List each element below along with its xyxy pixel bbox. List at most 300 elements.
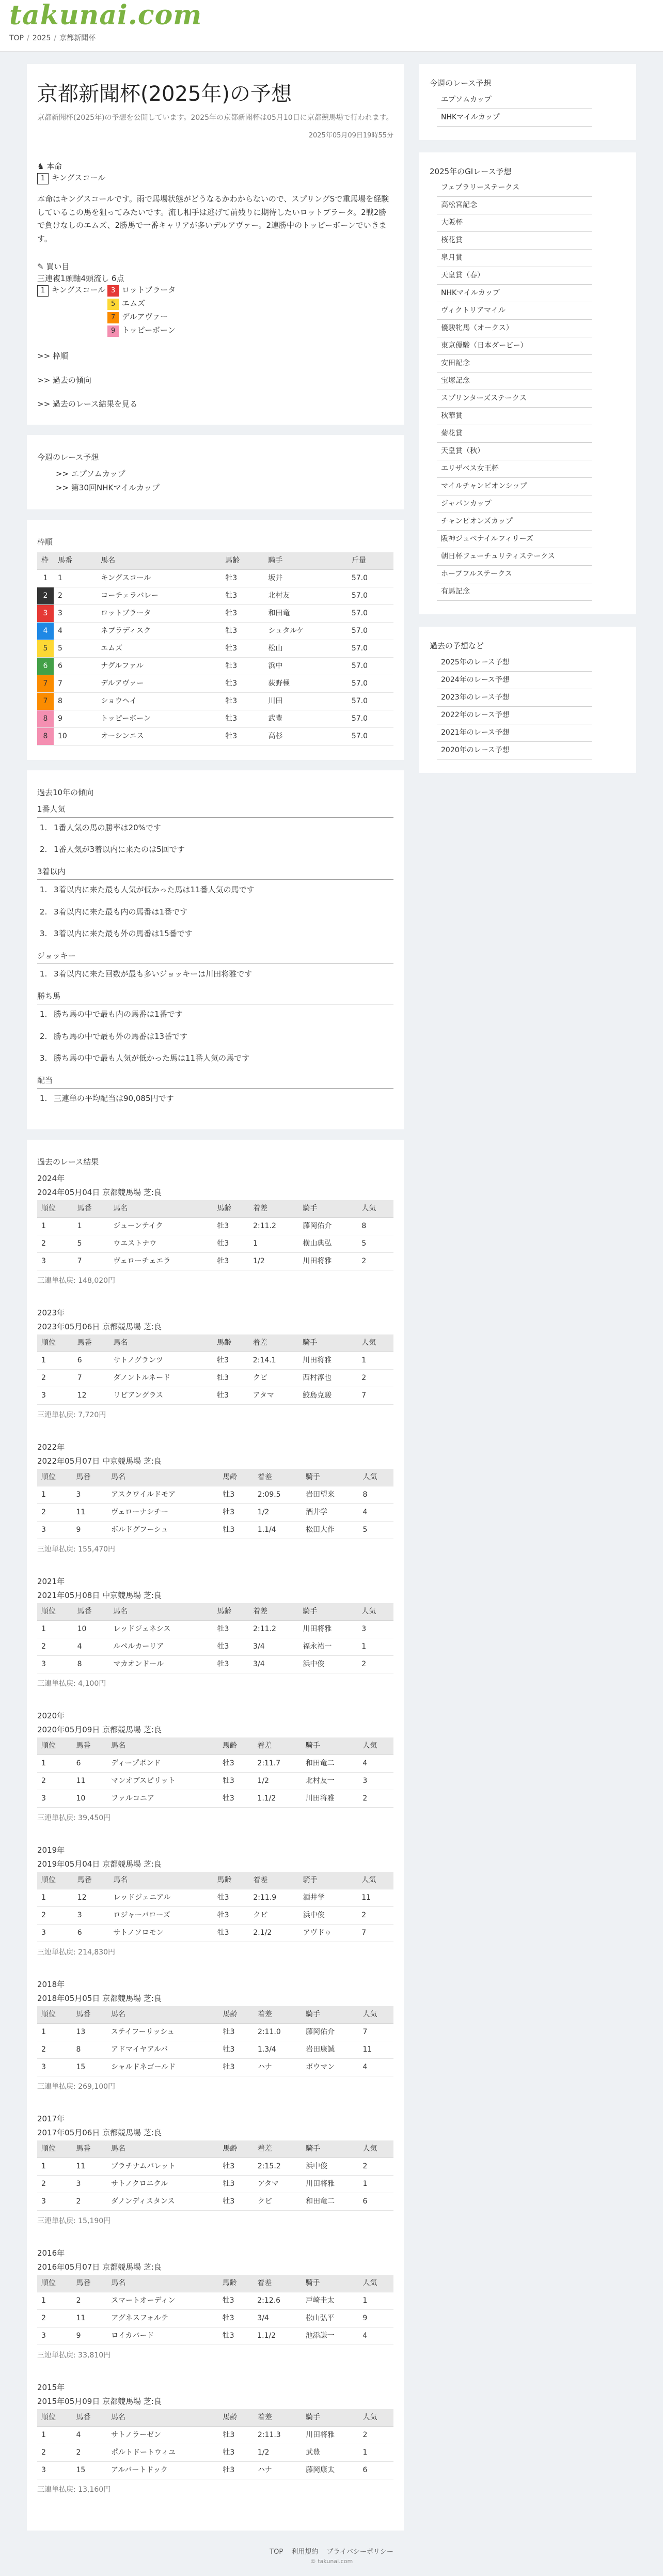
result-cell: 2 [37,1638,73,1656]
sidebar-link[interactable]: チャンピオンズカップ [437,513,592,531]
table-row [37,727,393,745]
result-cell: 1.1/2 [253,2327,301,2345]
link-waku[interactable]: >> 枠順 [37,351,68,361]
result-cell: 1/2 [254,1504,302,1522]
result-cell: アルバートドック [107,2462,218,2479]
site-logo[interactable]: takunai.com [9,0,202,31]
table-row [37,2292,393,2310]
result-header: 順位 [37,1334,73,1352]
result-cell: 3 [37,2059,72,2076]
result-cell: 3 [37,2462,72,2479]
result-year-block [37,1441,393,1555]
result-header: 順位 [37,2006,72,2024]
result-cell: 北村友一 [302,1773,359,1790]
result-header: 馬番 [72,1737,107,1755]
result-cell: 牡3 [218,2193,253,2211]
sidebar-link[interactable]: ヴィクトリアマイル [437,302,592,320]
result-header: 人気 [358,2006,393,2024]
result-table [37,1334,393,1405]
sidebar-link[interactable]: フェブラリーステークス [437,179,592,197]
waku-cell-age: 牡3 [221,727,264,745]
result-cell: 12 [73,1889,109,1907]
result-header: 着差 [254,2409,302,2427]
result-cell: 牡3 [218,2158,253,2176]
result-cell: ハナ [254,2462,302,2479]
table-row [37,2041,393,2059]
result-cell: 牡3 [218,1522,253,1539]
table-row [37,1907,393,1925]
sidebar-link[interactable]: 皐月賞 [437,250,592,267]
prediction-reason: 本命はキングスコールです。雨で馬場状態がどうなるかわからないので、スプリングSで重馬場を経験しているこの馬を狙ってみたいです。流し相手は逃げて前残りに期待したいロットブラータ。2戦2勝で負けなしのエムズ、2勝馬で一番キャリアが多いデルアヴァー。2連勝中のトッピーボーンでいきます。 [37,194,389,243]
result-cell: ボウマン [302,2059,358,2076]
table-row [37,2462,393,2479]
result-cell: 3 [37,2193,72,2211]
result-header: 馬番 [72,2140,106,2158]
waku-cell-name: デルアヴァー [97,675,221,692]
result-header: 馬名 [107,2409,218,2427]
result-header: 順位 [37,1872,73,1889]
result-cell: 牡3 [219,2041,254,2059]
result-year: 2022年 [37,1442,65,1452]
today-card [27,435,404,510]
result-cell: 牡3 [218,1773,254,1790]
result-cell: 2:11.2 [249,1218,298,1235]
result-cell: 牡3 [213,1907,249,1925]
waku-cell-age: 牡3 [221,710,264,727]
sidebar-link[interactable]: 2025年のレース予想 [437,654,592,672]
waku-cell-jockey: 荻野極 [264,675,347,692]
result-cell: 2:11.9 [249,1889,298,1907]
trend-item: 1. 三連単の平均配当は90,085円です [50,1093,393,1105]
result-cell: 2 [357,1907,393,1925]
axis-name: キングスコール [52,285,106,294]
result-cell: 11 [358,2041,393,2059]
result-cell: 6 [359,2193,394,2211]
result-header: 馬名 [107,1469,218,1486]
today-list [37,467,393,495]
result-year: 2015年 [37,2383,65,2392]
result-cell: 3 [37,1790,72,1808]
result-payout: 三連単払戻: 7,720円 [37,1411,106,1419]
result-cell: 松田大作 [302,1522,358,1539]
table-row [37,569,393,587]
result-cell: 5 [357,1235,393,1253]
result-cell: アタマ [249,1387,298,1405]
result-year: 2018年 [37,1980,65,1989]
result-header: 人気 [357,1603,393,1621]
result-cell: 2 [37,2041,72,2059]
sidebar-link[interactable]: 朝日杯フューチュリティステークス [437,548,592,566]
bet-partner [107,298,176,310]
trend-item: 2. 1番人気が3着以内に来たのは5回です [50,844,393,856]
result-header: 馬名 [109,1334,213,1352]
result-cell: 1 [37,1352,73,1370]
waku-cell-num: 9 [54,710,97,727]
result-payout: 三連単払戻: 39,450円 [37,1814,111,1822]
partner-number: 5 [107,299,119,310]
sidebar-link[interactable]: エリザベス女王杯 [437,460,592,478]
result-header: 人気 [359,2140,394,2158]
result-cell: 4 [358,2327,393,2345]
footer-link-terms[interactable]: 利用規約 [291,2548,319,2556]
result-race-info: 2021年05月08日 中京競馬場 芝:良 [37,1590,162,1600]
result-table [37,1200,393,1270]
waku-cell-name: ナグルファル [97,657,221,675]
result-cell: 横山典弘 [298,1235,357,1253]
result-cell: 戸崎圭太 [302,2292,359,2310]
result-payout: 三連単払戻: 13,160円 [37,2486,111,2494]
result-header: 人気 [358,2275,393,2292]
table-row [37,1755,393,1773]
waku-cell-waku: 3 [37,604,54,622]
result-header: 馬齢 [218,1469,253,1486]
result-header: 着差 [253,2275,301,2292]
result-header: 着差 [254,2140,302,2158]
result-cell: 2 [37,1370,73,1387]
waku-cell-waku: 7 [37,675,54,692]
sidebar-link[interactable]: ホープフルステークス [437,566,592,583]
waku-cell-num: 1 [54,569,97,587]
trend-list [50,968,393,980]
trend-list [50,884,393,940]
result-cell: 牡3 [218,2292,254,2310]
result-cell: 牡3 [213,1621,249,1638]
site-header [0,0,663,52]
waku-cell-jockey: 高杉 [264,727,347,745]
today-item-nhk[interactable]: >> 第30回NHKマイルカップ [56,483,160,492]
bet-partners [107,284,176,338]
sidebar-link[interactable]: 安田記念 [437,355,592,373]
result-header: 騎手 [298,1200,357,1218]
partner-name: デルアヴァー [122,312,168,321]
today-title: 今週のレース予想 [37,452,99,462]
footer-links [0,2547,663,2557]
waku-cell-age: 牡3 [221,622,264,640]
trend-item: 1. 3着以内に来た回数が最も多いジョッキーは川田将雅です [50,968,393,980]
trend-item: 3. 3着以内に来た最も外の馬番は15番です [50,928,393,940]
result-cell: 2 [357,1253,393,1270]
result-header: 順位 [37,2409,72,2427]
breadcrumb-year[interactable]: 2025 [32,34,51,42]
result-header: 馬齢 [213,1200,249,1218]
sidebar-link[interactable]: マイルチャンピオンシップ [437,478,592,495]
partner-name: エムズ [122,299,146,308]
waku-header: 枠 [37,552,54,570]
result-table [37,1603,393,1673]
waku-cell-weight: 57.0 [348,640,393,657]
result-header: 人気 [359,2409,394,2427]
result-table [37,1872,393,1942]
sidebar-link[interactable]: 2021年のレース予想 [437,724,592,742]
waku-cell-weight: 57.0 [348,622,393,640]
table-row [37,1352,393,1370]
result-cell: 6 [72,1755,107,1773]
result-cell: 牡3 [218,2310,254,2327]
table-row [37,1638,393,1656]
result-year-block [37,1710,393,1824]
trend-heading: 3着以内 [37,866,393,880]
result-cell: 2 [37,1907,73,1925]
result-cell: 松山弘平 [302,2310,359,2327]
result-cell: 和田竜二 [302,2193,358,2211]
result-cell: ファルコニア [107,1790,218,1808]
sidebar-link[interactable]: 高松宮記念 [437,197,592,214]
result-payout: 三連単払戻: 4,100円 [37,1680,106,1688]
sidebar-link[interactable]: 天皇賞（春） [437,267,592,285]
bet-partner [107,311,176,323]
waku-cell-waku: 7 [37,692,54,710]
result-cell: 5 [358,1522,393,1539]
sidebar-g1-title: 2025年のGIレース予想 [430,166,512,176]
sidebar-g1 [419,152,636,615]
result-cell: 藤岡康太 [302,2462,358,2479]
result-cell: 2 [37,1773,72,1790]
table-row [37,675,393,692]
result-cell: 15 [72,2462,106,2479]
results-title: 過去のレース結果 [37,1157,99,1167]
result-race-info: 2022年05月07日 中京競馬場 芝:良 [37,1456,162,1466]
result-header: 騎手 [298,1334,357,1352]
page-lead: 京都新聞杯(2025年)の予想を公開しています。2025年の京都新聞杯は05月10日に京都競馬場で行われます。 [37,114,393,122]
table-row [37,1218,393,1235]
result-race-info: 2019年05月04日 京都競馬場 芝:良 [37,1859,162,1869]
result-cell: 藤岡佑介 [298,1218,357,1235]
waku-cell-num: 5 [54,640,97,657]
result-cell: ダノントルネード [109,1370,213,1387]
trend-item: 2. 3着以内に来た最も内の馬番は1番です [50,906,393,918]
result-cell: リビアングラス [109,1387,213,1405]
waku-cell-jockey: 松山 [264,640,347,657]
result-header: 騎手 [302,2140,358,2158]
result-race-info: 2016年05月07日 京都競馬場 芝:良 [37,2262,162,2272]
result-race-info: 2024年05月04日 京都競馬場 芝:良 [37,1187,162,1197]
result-cell: 11 [72,2158,106,2176]
sidebar-link[interactable]: 菊花賞 [437,425,592,443]
result-header: 着差 [249,1200,298,1218]
result-cell: 武豊 [302,2444,358,2462]
result-cell: 3/4 [249,1656,298,1673]
result-header: 着差 [254,2006,302,2024]
table-row [37,640,393,657]
table-row [37,622,393,640]
result-header: 馬番 [72,2275,107,2292]
result-cell: 8 [73,1656,109,1673]
table-row [37,2444,393,2462]
result-payout: 三連単払戻: 15,190円 [37,2217,111,2225]
breadcrumb: TOP / 2025 / 京都新聞杯 [9,34,96,42]
result-cell: 1 [37,1889,73,1907]
table-row [37,692,393,710]
result-header: 騎手 [302,1469,358,1486]
result-payout: 三連単払戻: 214,830円 [37,1948,116,1957]
sidebar-link[interactable]: 2022年のレース予想 [437,707,592,724]
sidebar-link[interactable]: NHKマイルカップ [437,109,592,127]
waku-cell-name: ネブラディスク [97,622,221,640]
sidebar-link[interactable]: 東京優駿（日本ダービー） [437,337,592,355]
result-year-block [37,2382,393,2495]
result-cell: 岩田望来 [302,1486,358,1504]
sidebar-link[interactable]: スプリンターズステークス [437,390,592,408]
honmei-name: キングスコール [52,173,106,182]
result-cell: 牡3 [218,2462,253,2479]
ticket-icon: ✎ [37,262,44,271]
waku-cell-age: 牡3 [221,569,264,587]
footer-link-top[interactable]: TOP [270,2548,283,2556]
table-row [37,2059,393,2076]
result-cell: 3 [37,1925,73,1942]
result-cell: 牡3 [218,2327,254,2345]
sidebar-link[interactable]: NHKマイルカップ [437,285,592,302]
result-cell: 3 [37,1253,73,1270]
sidebar-link[interactable]: 桜花賞 [437,232,592,250]
result-cell: マカオンドール [109,1656,213,1673]
sidebar-this-week-title: 今週のレース予想 [430,79,492,88]
link-trend[interactable]: >> 過去の傾向 [37,375,91,385]
result-cell: 3/4 [249,1638,298,1656]
result-cell: 鮫島克駿 [298,1387,357,1405]
link-results[interactable]: >> 過去のレース結果を見る [37,399,138,409]
waku-cell-age: 牡3 [221,640,264,657]
result-header: 馬番 [73,1334,109,1352]
result-cell: ポルトドートウィユ [107,2444,218,2462]
result-cell: 2:09.5 [254,1486,302,1504]
result-cell: 3 [37,2327,72,2345]
footer-link-privacy[interactable]: プライバシーポリシー [326,2548,393,2556]
buy-label: 買い目 [46,262,70,271]
result-cell: 1 [37,1486,72,1504]
result-cell: ロイカバード [107,2327,218,2345]
result-header: 馬齢 [218,2140,253,2158]
result-cell: 9 [358,2310,393,2327]
result-race-info: 2015年05月09日 京都競馬場 芝:良 [37,2396,162,2406]
result-cell: 1 [37,2158,72,2176]
sidebar-link[interactable]: ジャパンカップ [437,495,592,513]
result-cell: 1/2 [249,1253,298,1270]
result-header: 馬番 [72,1469,106,1486]
result-cell: 1.1/4 [254,1522,302,1539]
result-cell: 1 [37,2024,72,2041]
result-cell: 牡3 [213,1656,249,1673]
result-header: 馬番 [73,1872,109,1889]
sidebar-this-week [419,64,636,140]
result-cell: 牡3 [218,2444,253,2462]
buy-heading [37,261,393,273]
waku-cell-num: 8 [54,692,97,710]
waku-cell-name: ロットブラータ [97,604,221,622]
sidebar-link[interactable]: 宝塚記念 [437,373,592,390]
waku-cell-jockey: 川田 [264,692,347,710]
result-cell: 牡3 [213,1218,249,1235]
updated-time: 2025年05月09日19時55分 [308,132,393,139]
waku-cell-age: 牡3 [221,692,264,710]
result-cell: レッドジェニアル [109,1889,213,1907]
result-cell: 3/4 [253,2310,301,2327]
waku-cell-weight: 57.0 [348,710,393,727]
result-header: 着差 [249,1603,298,1621]
trend-list [50,822,393,856]
result-header: 騎手 [302,2006,358,2024]
result-cell: 2 [72,2292,107,2310]
result-cell: ステイフーリッシュ [107,2024,219,2041]
waku-cell-name: ショウヘイ [97,692,221,710]
result-cell: サトノグランツ [109,1352,213,1370]
sidebar-link[interactable]: 大阪杯 [437,214,592,232]
result-header: 馬齢 [213,1334,249,1352]
waku-cell-num: 3 [54,604,97,622]
sidebar-link[interactable]: エプソムカップ [437,91,592,109]
result-header: 人気 [357,1872,393,1889]
result-cell: 1 [37,2292,72,2310]
result-header: 人気 [357,1200,393,1218]
sidebar-link[interactable]: 有馬記念 [437,583,592,601]
result-cell: シャルドネゴールド [107,2059,219,2076]
result-cell: ロジャーバローズ [109,1907,213,1925]
result-cell: 15 [72,2059,106,2076]
sidebar-link[interactable]: 2023年のレース予想 [437,689,592,707]
honmei-horse [37,172,393,184]
sidebar-g1-list [430,179,626,601]
waku-title: 枠順 [37,537,53,547]
result-cell: ジューンテイク [109,1218,213,1235]
buy-type: 三連複1頭軸4頭流し 6点 [37,273,124,283]
result-cell: 2 [37,2310,72,2327]
result-cell: 2 [37,1235,73,1253]
main-column [27,64,404,2541]
table-row [37,1656,393,1673]
result-header: 馬齢 [218,2275,254,2292]
result-year-block [37,1307,393,1421]
sidebar-link[interactable]: 2024年のレース予想 [437,672,592,689]
result-cell: ウエストナウ [109,1235,213,1253]
breadcrumb-top[interactable]: TOP [9,34,24,42]
waku-cell-waku: 6 [37,657,54,675]
result-cell: 4 [73,1638,109,1656]
result-cell: 川田将雅 [298,1621,357,1638]
result-cell: 2 [37,2176,72,2193]
result-header: 馬名 [109,1200,213,1218]
result-cell: 浜中俊 [298,1656,357,1673]
result-cell: 10 [73,1621,109,1638]
table-row [37,2158,393,2176]
partner-number: 9 [107,325,119,337]
waku-cell-num: 2 [54,587,97,604]
result-cell: 7 [357,1387,393,1405]
table-row [37,657,393,675]
result-cell: レッドジェネシス [109,1621,213,1638]
bet-axis [37,284,105,297]
trend-list [50,1093,393,1105]
trend-heading: 1番人気 [37,803,393,818]
result-header: 着差 [249,1872,298,1889]
honmei-label: 本命 [46,161,62,171]
waku-cell-weight: 57.0 [348,569,393,587]
sidebar-link[interactable]: 秋華賞 [437,408,592,425]
result-cell: 1 [359,2176,394,2193]
result-table [37,1737,393,1808]
result-cell: 13 [72,2024,106,2041]
today-item-epsom[interactable]: >> エプソムカップ [56,469,125,478]
sidebar-link[interactable]: 天皇賞（秋） [437,443,592,460]
result-cell: 牡3 [219,2059,254,2076]
waku-cell-name: オーシンエス [97,727,221,745]
sidebar-link[interactable]: 2020年のレース予想 [437,742,592,759]
result-cell: 1 [37,2427,72,2444]
result-header: 騎手 [299,1872,358,1889]
sidebar-link[interactable]: 優駿牝馬（オークス） [437,320,592,337]
sidebar-link[interactable]: 阪神ジュベナイルフィリーズ [437,531,592,548]
horse-icon: ♞ [37,161,44,171]
bet-partner [107,284,176,297]
